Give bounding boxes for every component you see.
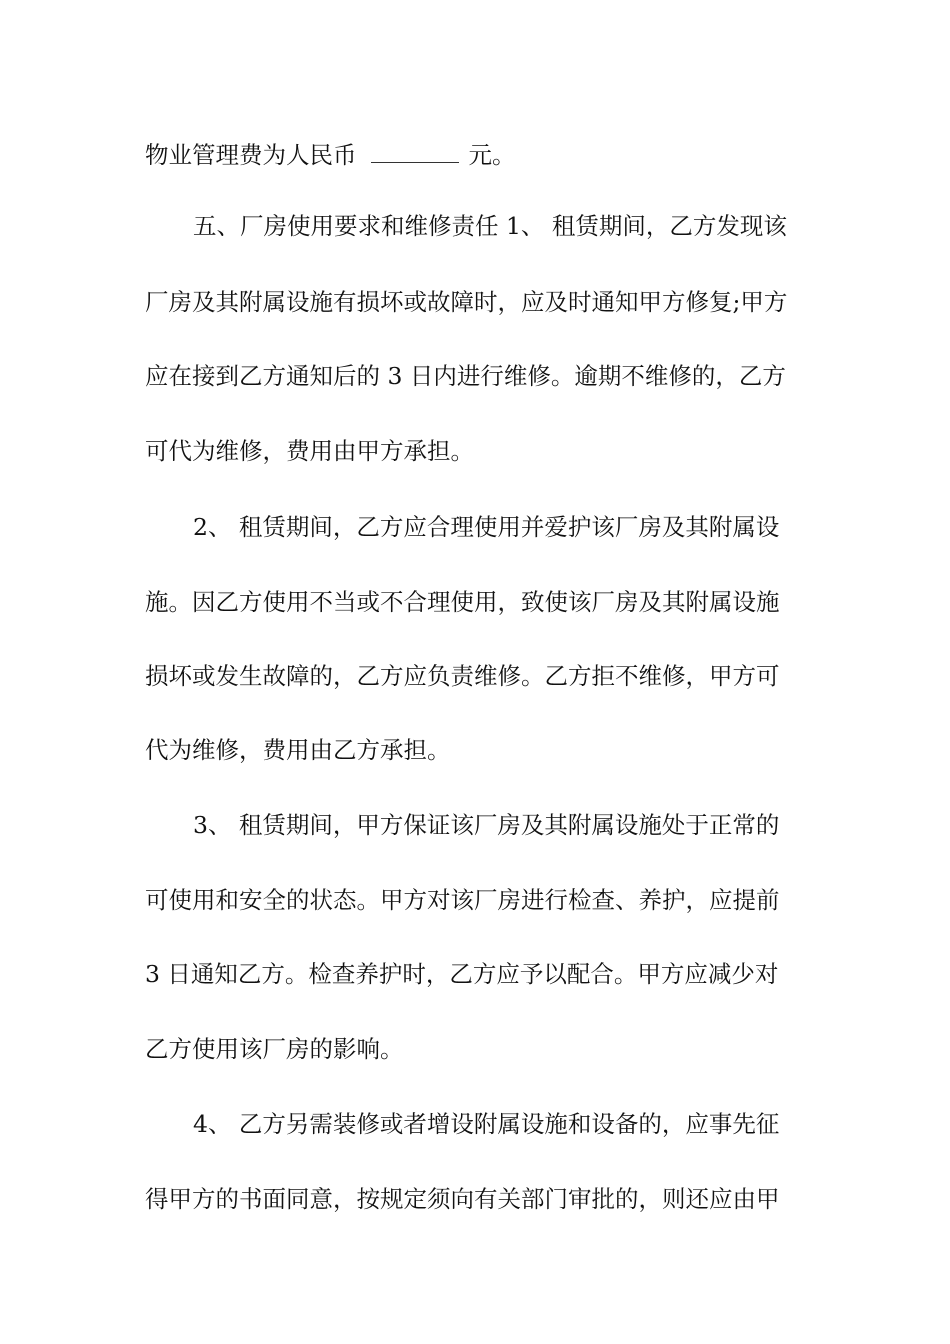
- text-line: 得甲方的书面同意，按规定须向有关部门审批的，则还应由甲: [145, 1185, 780, 1213]
- text-line: 厂房及其附属设施有损坏或故障时，应及时通知甲方修复;甲方: [145, 288, 788, 316]
- text-fragment: 物业管理费为人民币: [145, 141, 357, 169]
- text-line: 代为维修，费用由乙方承担。: [145, 736, 451, 764]
- text-line: 可使用和安全的状态。甲方对该厂房进行检查、养护，应提前: [145, 886, 780, 914]
- text-line: 应在接到乙方通知后的 3 日内进行维修。逾期不维修的，乙方: [145, 362, 786, 390]
- paragraph-first-line: 3、 租赁期间，甲方保证该厂房及其附属设施处于正常的: [193, 811, 780, 839]
- fill-in-blank: [371, 140, 459, 163]
- text-fragment: 元。: [468, 141, 516, 169]
- paragraph-first-line: 2、 租赁期间，乙方应合理使用并爱护该厂房及其附属设: [193, 513, 780, 541]
- text-line: [145, 140, 810, 170]
- text-line: 可代为维修，费用由甲方承担。: [145, 437, 474, 465]
- paragraph-first-line: 五、厂房使用要求和维修责任 1、 租赁期间，乙方发现该: [193, 212, 787, 240]
- text-line: 施。因乙方使用不当或不合理使用，致使该厂房及其附属设施: [145, 588, 780, 616]
- text-line: 损坏或发生故障的，乙方应负责维修。乙方拒不维修，甲方可: [145, 662, 780, 690]
- text-line: 3 日通知乙方。检查养护时，乙方应予以配合。甲方应减少对: [145, 960, 779, 988]
- text-line: 乙方使用该厂房的影响。: [145, 1035, 404, 1063]
- paragraph-first-line: 4、 乙方另需装修或者增设附属设施和设备的，应事先征: [193, 1110, 780, 1138]
